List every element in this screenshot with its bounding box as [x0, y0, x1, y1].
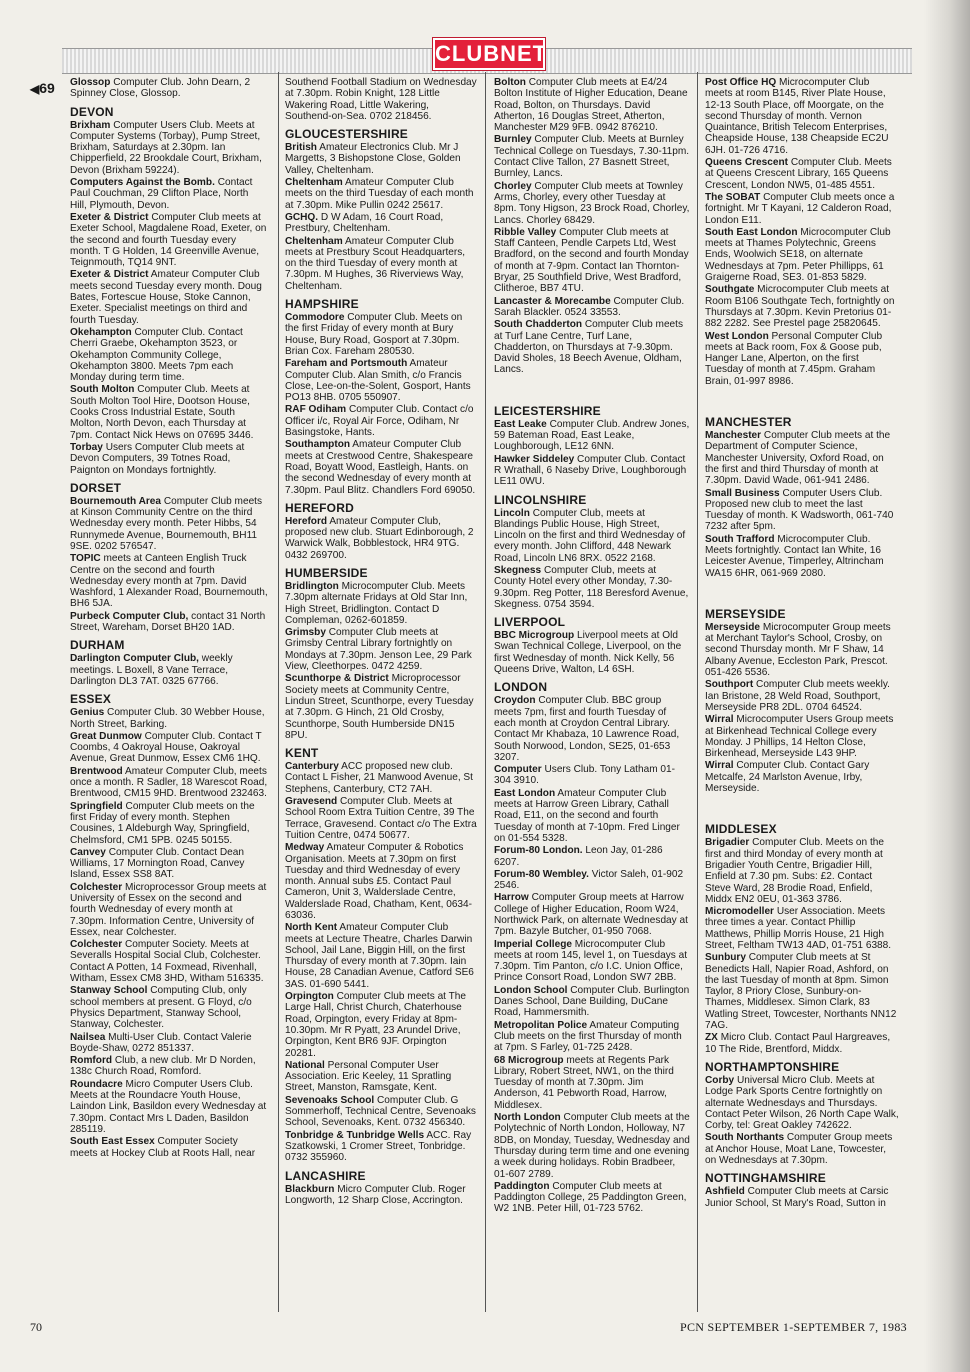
club-name: South East London — [705, 226, 798, 238]
club-details: Amateur Computer Club, meets once a month. R Sadler, 18 Warescot Road, Brentwood, CM15 9HD. Brentwood 232463. — [70, 765, 268, 800]
club-entry — [70, 801, 268, 846]
club-name: Colchester — [70, 881, 123, 893]
club-name: Tonbridge & Tunbridge Wells — [285, 1129, 425, 1141]
region-heading: LIVERPOOL — [494, 615, 566, 630]
club-entry — [285, 922, 477, 990]
club-details: Computer Club. Meets on the first Friday of every month at Bury House, Bury Road, Gosport at 7.30pm. Brian Cox. Fareham 280530. — [285, 312, 463, 357]
club-details: Computer Club meets at Staff Canteen, Pendle Carpets Ltd, West Bradford, on the second and fourth Monday of month at 7-9pm. Contact Ian Thornton-Bryar, 25 Southfield Drive, West Bradford, Clitheroe, BB7 4TU. — [494, 226, 689, 295]
club-entry — [494, 508, 690, 564]
club-details: Victor Saleh, 01-902 2546. — [494, 868, 684, 892]
club-name: Lincoln — [494, 507, 530, 519]
club-name: Exeter & District — [70, 211, 149, 223]
club-details: Computer Club. Contact Cherri Graebe, Okehampton 3523, or Okehampton Community College, Okehampton 3800. Meets 7pm each Monday during term time. — [70, 326, 243, 384]
club-details: Liverpool meets at Old Swan Technical College, Liverpool, on the first Wednesday of month. Nick Kelly, 56 Queens Drive, Walton, L4 6SH. — [494, 630, 682, 676]
club-details: Microcomputer Group meets at Merchant Taylor's School, Crosby, on second Thursday month. Mr F Shaw, 14 Albany Avenue, Eccleston Park, Prescot. 051-426 5536. — [705, 621, 891, 679]
club-name: Colchester — [70, 939, 123, 951]
club-details: Multi-User Club. Contact Valerie Boyde-Shaw, 0272 851337. — [70, 1031, 252, 1054]
club-name: Harrow — [494, 892, 529, 904]
club-name: Southgate — [705, 284, 755, 296]
club-name: Ashfield — [705, 1186, 745, 1198]
club-entry — [494, 1181, 690, 1215]
club-entry — [705, 534, 899, 579]
club-name: North Kent — [285, 922, 338, 934]
club-entry — [285, 358, 477, 403]
club-entry — [494, 764, 690, 787]
club-details: Micro Computer Users Club. Meets at the Roundacre Youth House, Laindon Link, Basildon every Wednesday at 7.30pm. Contact Mrs L Daden, Basildon 285119. — [70, 1078, 267, 1135]
region-heading: LANCASHIRE — [285, 1168, 366, 1183]
club-details: Microcomputer Club meets at Thames Polytechnic, Greens Ends, Woolwich SE18, on alternate Wednesdays at 7pm. Peter Phillipps, 61 Graigerne Road, SE3. 01-853 5829. — [705, 226, 891, 284]
club-name: Roundacre — [70, 1078, 123, 1090]
club-entry — [70, 731, 268, 765]
club-details: Universal Micro Club. Meets at Lodge Park Sports Centre fortnightly on alternate Wednesdays and Thursdays. Contact Peter Wilson, 26 North Cape Walk, Corby, tel: Great Oakley 742622. — [705, 1074, 899, 1132]
club-name: Torbay — [70, 441, 103, 453]
club-details: Amateur Computer Club meets at Prestbury Scout Headquarters, on the third Tuesday of every month at 7.30pm. M Hughes, 36 Riverviews Way, Cheltenham. — [285, 235, 466, 292]
club-name: Exeter & District — [70, 269, 149, 281]
club-entry — [705, 679, 899, 713]
club-name: East Leake — [494, 418, 547, 430]
column-rule — [278, 72, 279, 1312]
club-details: Personal Computer Club meets at Back room, Fox & Goose pub, Hanger Lane, Alperton, on the first Tuesday of month at 7.45pm. Graham Brain, 01-997 8986. — [705, 330, 883, 387]
club-name: Skegness — [494, 564, 542, 576]
club-name: GCHQ. — [285, 211, 319, 223]
club-entry — [285, 142, 477, 176]
club-details: Computer Club meets at Kinson Community Centre on the third Wednesday every month. Peter Hibbs, 54 Runnymede Avenue, Bournemouth, BH11 9SE. 0202 576547. — [70, 495, 263, 552]
region-heading: ESSEX — [70, 692, 112, 707]
club-details: meets at Canteen English Truck Centre on the second and fourth Wednesday every month at 7pm. David Washford, 1 Alexander Road, Bournemouth, BH6 5JA. — [70, 553, 268, 610]
club-entry — [70, 1032, 268, 1055]
club-name: Brigadier — [705, 837, 750, 849]
club-details: Computer Club. Meets on the first and third Monday of every month at Brigadier Youth Centre, Brigadier Hill, Enfield at 7.30 pm. Subs: £2. Contact Steve Ward, 28 Brodie Road, Enfield, Middx EN2 0EU, 01-363 3786. — [705, 837, 884, 905]
club-entry — [285, 1060, 477, 1094]
left-arrow-icon: ◀ — [30, 82, 40, 96]
club-name: Merseyside — [705, 621, 760, 633]
club-name: South Northants — [705, 1132, 785, 1144]
club-details: Computer Club meets once a fortnight. Mr T Kayani, 12 Calderon Road, London E11. — [705, 191, 895, 226]
club-entry — [70, 766, 268, 800]
club-entry — [70, 77, 268, 100]
club-entry — [70, 611, 268, 634]
club-details: Amateur Computer Club meets on the third Tuesday of each month at 7.30pm. Mike Pullin 0242 25617. — [285, 177, 474, 211]
club-entry — [70, 1079, 268, 1135]
club-entry — [705, 192, 899, 226]
club-name: Gravesend — [285, 796, 338, 808]
club-entry — [285, 627, 477, 672]
club-details: Computer Club meets at Townley Arms, Chorley, every other Tuesday at 8pm. Tony Higson, 23 Brock Road, Chorley, Lancs. Chorley 68429. — [494, 180, 690, 226]
club-name: Glossop — [70, 77, 111, 88]
club-name: Wirral — [705, 714, 734, 726]
club-entry — [70, 327, 268, 383]
club-entry — [494, 630, 690, 675]
region-heading: LEICESTERSHIRE — [494, 403, 601, 418]
club-details: Personal Computer User Association. Eric Keeley, 11 Spratling Street, Manston, Ramsgate, Kent. — [285, 1059, 452, 1094]
club-entry — [70, 882, 268, 938]
club-details: Amateur Electronics Club. Mr J Margetts, 3 Bishopstone Close, Golden Valley, Cheltenham. — [285, 142, 461, 176]
region-heading: DEVON — [70, 104, 114, 119]
club-name: Wirral — [705, 760, 734, 772]
club-name: Imperial College — [494, 938, 572, 950]
club-details: Computer Group meets at Harrow College of Higher Education, Room W24, Northwick Park, on alternate Wednesday at 7pm. Bazyle Butcher, 01-950 7068. — [494, 892, 688, 938]
club-entry — [705, 157, 899, 191]
club-details: Microprocessor Society meets at Community Centre, Lindun Street, Scunthorpe, every Tuesday at 7.30pm. G Hinch, 21 Old Crosby, Scunthorpe, South Humberside DN15 8PU. — [285, 673, 474, 741]
club-entry — [494, 134, 690, 179]
club-name: Queens Crescent — [705, 157, 789, 169]
column-rule — [697, 72, 698, 1312]
club-entry — [285, 1184, 477, 1207]
club-name: Canvey — [70, 846, 106, 858]
club-entry — [705, 1132, 899, 1166]
club-details: Computer Club. Sarah Blackler. 0524 33553. — [494, 295, 685, 318]
club-entry — [705, 430, 899, 486]
club-name: Grimsby — [285, 627, 326, 639]
club-name: Sevenoaks School — [285, 1094, 375, 1106]
club-name: Bournemouth Area — [70, 495, 162, 507]
club-name: Small Business — [705, 487, 780, 499]
continued-from-page: 69 — [39, 80, 55, 96]
club-details: Computer Society. Meets at Severalls Hospital Social Club, Colchester. Contact A Potten, 14 Foxmead, Rivenhall, Witham, Essex CM8 3HD, Witham 516335. — [70, 939, 264, 985]
club-entry — [70, 847, 268, 881]
club-details: ACC proposed new club. Contact L Fisher, 21 Manwood Avenue, St Stephens, Canterbury, CT2 7AH. — [285, 761, 473, 795]
club-entry — [494, 892, 690, 937]
club-name: Commodore — [285, 312, 345, 324]
club-entry — [494, 985, 690, 1019]
club-entry — [494, 181, 690, 226]
club-entry — [70, 985, 268, 1030]
club-entry — [70, 707, 268, 730]
region-heading: HEREFORD — [285, 500, 354, 515]
club-entry — [285, 312, 477, 357]
club-name: The SOBAT — [705, 191, 761, 203]
club-entry — [494, 695, 690, 763]
club-name: Purbeck Computer Club, — [70, 610, 189, 622]
club-entry — [70, 496, 268, 552]
page-number: 70 — [30, 1320, 42, 1334]
club-name: Brentwood — [70, 765, 123, 777]
club-name: Hereford — [285, 515, 328, 527]
club-name: East London — [494, 787, 556, 799]
club-details: Computer Club meets at The Large Hall, Christ Church, Chaterhouse Road, Orpington, every Friday at 8pm-10.30pm. Mr R Pyatt, 23 Arundel Drive, Orpington, Kent BR6 9JF. Orpington 20281. — [285, 991, 467, 1059]
club-entry — [494, 788, 690, 844]
club-details: Amateur Computer & Robotics Organisation. Meets at 7.30pm on first Tuesday and third Wednesday of every month. Annual subs £5. Contact Paul Cameron, Unit 3, Walderslade Centre, Walderslade Road, Chatham, Kent, 0634-63036. — [285, 842, 473, 921]
club-name: British — [285, 142, 317, 154]
club-details: Microprocessor Group meets at University of Essex on the second and fourth Wednesday of every month at 7.30pm. Information Centre, University of Essex, near Colchester. — [70, 881, 267, 938]
club-details: contact 31 North Street, Wareham, Dorset BH20 1AD. — [70, 610, 266, 634]
club-entry — [705, 1075, 899, 1131]
club-name: Blackburn — [285, 1183, 335, 1195]
club-details: Microcomputer Club meets at room 145, level 1, on Tuesdays at 7.30pm. Tim Panton, c/o I.C. Union Office, Prince Consort Road, London SW7 2BB. — [494, 938, 688, 984]
club-entry — [494, 939, 690, 984]
club-name: Computers Against the Bomb. — [70, 177, 215, 189]
club-entry — [285, 1130, 477, 1164]
club-details: Amateur Computer Club, proposed new club. Stuart Edinborough, 2 Warwick Walk, Bobblestock, HR4 9TG. 0432 269700. — [285, 515, 474, 561]
club-details: Users Computer Club meets at Devon Computers, 39 Totnes Road, Paignton on Mondays fortnightly. — [70, 441, 245, 476]
club-details: Computer Users Club. Proposed new club to meet the last Tuesday of month. K Wadsworth, 061-740 7232 after 5pm. — [705, 487, 894, 533]
club-details: Computer Club meets at Paddington College, 25 Paddington Green, W2 1NB. Peter Hill, 01-723 5762. — [494, 1180, 687, 1215]
club-entry — [285, 212, 477, 235]
club-name: Croydon — [494, 695, 536, 707]
club-details: Amateur Computer Club meets at Harrow Green Library, Cathall Road, E11, on the second and fourth Tuesday of month at 7-10pm. Fred Linger on 01-554 5328. — [494, 787, 680, 844]
column-4 — [705, 77, 899, 1310]
club-name: Computer — [494, 764, 542, 776]
club-entry — [494, 296, 690, 319]
club-details: Microcomputer Club. Meets fortnightly. Contact Ian White, 16 Leicester Avenue, Timperley, Altrincham WA15 6HR, 061-969 2080. — [705, 533, 884, 579]
club-details: Computer Club, meets at Blandings Public House, High Street, Lincoln on the first and third Wednesday of every month. John Clifford, 448 Newark Road, Lincoln LN6 8RX. 0522 2168. — [494, 507, 686, 564]
club-details: Computer Group meets at Anchor House, Moat Lane, Towcester, on Wednesdays at 7.30pm. — [705, 1132, 893, 1167]
club-name: Nailsea — [70, 1031, 106, 1043]
club-name: West London — [705, 330, 769, 342]
club-details: meets at Regents Park Library, Robert Street, NW1, on the third Tuesday of month at 7.30pm. Jim Anderson, 41 Pebworth Road, Harrow, Middlesex. — [494, 1054, 674, 1111]
club-entry — [285, 404, 477, 438]
club-entry — [705, 952, 899, 1031]
club-entry — [285, 1095, 477, 1129]
club-details: Computing Club, only school members at present. G Floyd, c/o Physics Department, Stanway School, Stanway, Colchester. — [70, 985, 252, 1031]
club-details: weekly meetings. L Boxell, 8 Vane Terrace, Darlington DL3 7AT. 0325 67766. — [70, 653, 233, 687]
club-name: National — [285, 1059, 325, 1071]
club-entry — [494, 319, 690, 375]
region-heading: NOTTINGHAMSHIRE — [705, 1171, 826, 1186]
club-name: Bridlington — [285, 580, 339, 592]
club-entry — [494, 1112, 690, 1180]
club-name: Bolton — [494, 77, 526, 88]
club-entry — [494, 869, 690, 892]
club-entry — [705, 760, 899, 794]
club-entry — [70, 212, 268, 268]
club-details: Micro Club. Contact Paul Hargreaves, 10 The Ride, Brentford, Middx. — [705, 1032, 891, 1055]
club-details: Computer Club. Contact T Coombs, 4 Oakroyal House, Oakroyal Avenue, Great Dunmow, Essex CM6 1HQ. — [70, 730, 262, 765]
club-entry — [494, 419, 690, 453]
club-entry — [705, 837, 899, 905]
club-details: Computer Club meets at Carsic Junior School, St Mary's Road, Sutton in — [705, 1186, 889, 1209]
club-details: Computer Users Club. Meets at Computer Systems (Torbay), Pump Street, Brixham, Saturdays at 2.30pm. Ian Chipperfield, 22 Brookdale Court, Brixham, Devon (Brixham 59224). — [70, 119, 262, 176]
club-name: Southampton — [285, 439, 351, 451]
club-name: South East Essex — [70, 1136, 155, 1148]
club-details: Amateur Computer Club meets at Lecture Theatre, Charles Darwin School, Jail Lane, Biggin Hill, on the first Thursday of every month at 7.30pm. Iain House, 28 Canadian Avenue, Catford SE6 3AS. 01-690 5441. — [285, 922, 474, 990]
club-name: North London — [494, 1112, 561, 1124]
club-name: Forum-80 London. — [494, 845, 583, 857]
club-details: Computer Club meets at St Benedicts Hall, Napier Road, Ashford, on the last Tuesday of month at 8pm. Simon Taylor, 8 Priory Close, Sunbury-on-Thames, Middlesex. Simon Clark, 83 Watling Street, Towcester, Northants NN12 7AG. — [705, 952, 897, 1032]
club-name: London School — [494, 984, 568, 996]
club-details: Amateur Computing Club meets on the first Thursday of month at 7pm. S Farley, 01-725 2428. — [494, 1019, 682, 1054]
club-entry — [285, 516, 477, 561]
club-entry — [285, 991, 477, 1059]
column-2 — [285, 77, 477, 1310]
club-name: Great Dunmow — [70, 730, 142, 742]
club-name: Scunthorpe & District — [285, 673, 389, 685]
club-details: Microcomputer Users Group meets at Birkenhead Technical College every Monday. J Phillips, 14 Helton Close, Birkenhead, Merseyside L43 9HP. — [705, 714, 894, 760]
club-details: Computer Club meets at E4/24 Bolton Institute of Higher Education, Deane Road, Bolton, on Thursdays. David Atherton, 16 Douglas Street, Atherton, Manchester M29 9FB. 0942 876210. — [494, 77, 688, 134]
column-rule — [485, 72, 486, 1312]
club-name: Stanway School — [70, 985, 148, 997]
club-entry — [494, 845, 690, 868]
club-details: Computer Club meets at the Department of Computer Science, Manchester University, Oxford Road, on the first and third Thursday of month at 7.30pm. David Wade, 061-941 2486. — [705, 430, 891, 487]
club-details: Computer Club meets at Grimsby Central Library fortnightly on Mondays at 7.30pm. Jenson Lee, 29 Park View, Cleethorpes. 0472 4259. — [285, 627, 472, 673]
club-entry — [705, 906, 899, 951]
region-heading: MIDDLESEX — [705, 822, 777, 837]
club-details: Amateur Computer Club meets second Tuesday every month. Doug Bates, Fortescue House, Stoke Cannon, Exeter. Specialist meetings on third and fourth Tuesday. — [70, 269, 262, 326]
club-entry — [494, 77, 690, 133]
club-details: Computer Club. G Sommerhoff, Technical Centre, Sevenoaks School, Sevenoaks, Kent. 0732 456340. — [285, 1094, 476, 1129]
club-name: Paddington — [494, 1180, 550, 1192]
club-details: Computer Club meets on the first Friday of every month. Stephen Cousines, 1 Aldeburgh Way, Springfield, Chelmsford, CM1 5PB. 0245 50155. — [70, 800, 255, 846]
club-details: Computer Society meets at Hockey Club at Roots Hall, near — [70, 1136, 256, 1159]
club-entry — [494, 227, 690, 295]
club-details: Computer Club meets weekly. Ian Bristone, 28 Weld Road, Southport, Merseyside PR8 2DL. 0704 64524. — [705, 679, 890, 713]
club-details: Computer Club. Burlington Danes School, Dane Building, DuCane Road, Hammersmith. — [494, 984, 690, 1019]
club-details: D W Adam, 16 Court Road, Prestbury, Cheltenham. — [285, 211, 444, 235]
club-name: 68 Microgroup — [494, 1054, 564, 1066]
region-heading: MERSEYSIDE — [705, 606, 786, 621]
club-entry — [705, 488, 899, 533]
club-details: Computer Club meets at the Polytechnic of North London, Holloway, N7 8DB, on Monday, Tuesday, Wednesday and Thursday during term time and one evening a week during holidays. Robin Bradbeer, 01-607 2789. — [494, 1112, 690, 1180]
club-name: Okehampton — [70, 326, 132, 338]
club-details: Amateur Computer Club. Alan Smith, c/o Francis Close, Lee-on-the-Solent, Gosport, Hants PO13 8HB. 0705 550907. — [285, 358, 471, 404]
club-details: Computer Club. Meets at Burnley Technical College on Tuesdays, 7.30-11pm. Contact Clive Tallon, 27 Basnett Street, Burnley, Lancs. — [494, 134, 690, 180]
publication-line: PCN SEPTEMBER 1-SEPTEMBER 7, 1983 — [680, 1320, 907, 1334]
club-entry — [70, 442, 268, 476]
club-details: Microcomputer Club meets at room B145, River Plate House, 12-13 South Place, off Moorgate, on the second Thursday of month. Vernon Quaintance, British Telecom Enterprises, Cheapside House, 138 Cheapside EC2U 6JH. 01-726 4716. — [705, 77, 889, 156]
continued-from-marker — [30, 80, 55, 96]
club-entry — [285, 761, 477, 795]
club-details: Southend Football Stadium on Wednesday at 7.30pm. Robin Knight, 128 Little Wakering Road, Little Wakering, Southend-on-Sea. 0702 218456. — [285, 77, 477, 122]
region-heading: LONDON — [494, 680, 548, 695]
club-entry — [70, 1055, 268, 1078]
club-name: Canterbury — [285, 761, 339, 773]
region-heading: DORSET — [70, 480, 122, 495]
region-heading: GLOUCESTERSHIRE — [285, 127, 409, 142]
club-details: Computer Club. Andrew Jones, 59 Bateman Road, East Leake, Loughborough, LE12 6NN. — [494, 418, 690, 453]
club-name: Medway — [285, 842, 325, 854]
club-entry — [705, 284, 899, 329]
club-name: Corby — [705, 1074, 735, 1086]
club-details: Computer Club. Meets at School Room Extra Tuition Centre, 39 The Terrace, Gravesend. Contact c/o The Extra Tuition Centre, 0474 50677. — [285, 796, 477, 841]
club-entry — [494, 454, 690, 488]
club-entry — [494, 1055, 690, 1111]
club-name: Post Office HQ — [705, 77, 777, 88]
club-details: Micro Computer Club. Roger Longworth, 12 Sharp Close, Accrington. — [285, 1183, 466, 1206]
club-details: Amateur Computer Club meets at Crestwood Centre, Shakespeare Road, Boyatt Wood, Eastleigh, Hants. on the second Wednesday of every month at 7.30pm. Paul Blitz. Chandlers Ford 69050. — [285, 439, 476, 496]
club-entry — [285, 581, 477, 626]
club-details: Computer Club. Meets at South Molton Tool Hire, Dootson House, Cooks Cross Industrial Estate, South Molton, North Devon, each Thursday at 7pm. Contact Nick Hews on 07695 3446. — [70, 384, 254, 441]
club-entry — [285, 439, 477, 495]
club-name: Southport — [705, 679, 754, 691]
club-details: Computer Club. BBC group meets 7pm, first and fourth Tuesday of each month at Croydon Central Library. Contact Mr Khabaza, 10 Lawrence Road, South Norwood, London, SE25, 01-653 3207. — [494, 695, 680, 763]
region-heading: KENT — [285, 746, 319, 761]
club-name: Romford — [70, 1055, 113, 1067]
column-3 — [494, 77, 690, 1310]
club-entry — [70, 120, 268, 176]
club-entry — [70, 553, 268, 609]
column-1 — [70, 77, 268, 1310]
club-name: Hawker Siddeley — [494, 453, 575, 465]
binding-shadow — [924, 0, 970, 1372]
club-name: Burnley — [494, 134, 532, 146]
club-entry — [705, 227, 899, 283]
club-details: Computer Club meets at Exeter School, Magdalene Road, Exeter, on the second and fourth Tuesday every month. T G Holden, 14 Greenville Avenue, Teignmouth, TQ14 9NT. — [70, 211, 267, 269]
club-entry — [494, 565, 690, 610]
club-entry — [705, 77, 899, 156]
region-heading: LINCOLNSHIRE — [494, 492, 587, 507]
club-details: Computer Club. Contact Gary Metcalfe, 24 Marlston Avenue, Irby, Merseyside. — [705, 760, 870, 795]
region-heading: DURHAM — [70, 638, 125, 653]
club-name: Genius — [70, 707, 105, 719]
club-details: Contact Paul Couchman, 29 Clifton Place, North Hill, Plymouth, Devon. — [70, 177, 253, 211]
region-heading: MANCHESTER — [705, 415, 792, 430]
club-entry — [285, 796, 477, 841]
club-details: Computer Club meets at Turf Lane Centre, Turf Lane, Chadderton, on Thursdays at 7-9.30pm. David Sholes, 18 Beech Avenue, Oldham, Lancs. — [494, 319, 684, 376]
club-name: South Trafford — [705, 533, 775, 545]
club-name: South Chadderton — [494, 319, 583, 331]
region-heading: HUMBERSIDE — [285, 565, 368, 580]
club-name: Brixham — [70, 119, 111, 131]
club-name: South Molton — [70, 384, 135, 396]
club-details: Computer Club. 30 Webber House, North Street, Barking. — [70, 707, 265, 730]
club-name: Cheltenham — [285, 177, 343, 189]
page-title: CLUBNET — [433, 38, 545, 70]
club-details: Microcomputer Club meets at Room B106 Southgate Tech, fortnightly on Thursdays at 7.30pm. Kevin Pretorius 01-882 2282. See Prestel page 25820645. — [705, 284, 895, 330]
club-name: Cheltenham — [285, 235, 343, 247]
club-name: Ribble Valley — [494, 226, 557, 238]
club-name: Metropolitan Police — [494, 1019, 588, 1031]
club-details: User Association. Meets three times a year. Contact Phillip Matthews, Phillip Morris House, 21 High Street, Feltham TW13 4AD, 01-751 6388. — [705, 906, 892, 951]
region-heading: NORTHAMPTONSHIRE — [705, 1059, 840, 1074]
club-entry — [285, 177, 477, 211]
club-name: Lancaster & Morecambe — [494, 295, 611, 307]
club-details: Club, a new club. Mr D Norden, 138c Church Road, Romford. — [70, 1055, 256, 1078]
club-name: Orpington — [285, 991, 334, 1003]
club-entry — [70, 269, 268, 325]
club-name: Sunbury — [705, 952, 746, 964]
region-heading: HAMPSHIRE — [285, 297, 359, 312]
club-entry — [705, 331, 899, 387]
club-entry — [494, 1020, 690, 1054]
club-details: Computer Club. Contact c/o Officer i/c, Royal Air Force, Odiham, Nr Basingstoke, Hants. — [285, 404, 474, 439]
club-entry — [70, 653, 268, 687]
club-entry — [70, 177, 268, 211]
club-name: Darlington Computer Club, — [70, 653, 199, 665]
club-details: Computer Club. John Dearn, 2 Spinney Close, Glossop. — [70, 77, 251, 100]
club-entry — [285, 673, 477, 741]
club-details: Computer Club. Contact Dean Williams, 17 Mornington Road, Canvey Island, Essex SS8 8AT. — [70, 846, 245, 881]
club-name: BBC Microgroup — [494, 630, 575, 642]
club-name: Springfield — [70, 800, 123, 812]
club-details: Computer Club, meets at County Hotel every other Monday, 7.30-9.30pm. Reg Potter, 118 Beresford Avenue, Skegness. 0754 3594. — [494, 564, 689, 610]
club-name: RAF Odiham — [285, 404, 347, 416]
club-entry — [705, 622, 899, 678]
club-entry — [285, 236, 477, 292]
club-name: Fareham and Portsmouth — [285, 358, 408, 370]
club-details: Microcomputer Club. Meets 7.30pm alternate Fridays at Old Star Inn, High Street, Bridlington. Contact D Compleman, 0262-601859. — [285, 580, 468, 626]
club-name: TOPIC — [70, 553, 101, 565]
club-name: Micromodeller — [705, 906, 774, 918]
club-entry — [705, 1032, 899, 1055]
club-name: Chorley — [494, 180, 532, 192]
club-entry — [70, 939, 268, 984]
club-entry — [285, 842, 477, 921]
club-name: ZX — [705, 1032, 718, 1044]
club-details: Users Club. Tony Latham 01-304 3910. — [494, 764, 676, 787]
club-details: ACC. Ray Szatkowski, 1 Cromer Street, Tonbridge. 0732 355960. — [285, 1129, 472, 1164]
club-details: Computer Club. Contact R Wrathall, 6 Naseby Drive, Loughborough LE11 0WU. — [494, 453, 687, 488]
club-entry — [705, 1186, 899, 1209]
club-entry — [285, 77, 477, 122]
club-name: Manchester — [705, 430, 762, 442]
club-entry — [705, 714, 899, 759]
club-details: Computer Club. Meets at Queens Crescent Library, 165 Queens Crescent, London NW5, 01-485 4551. — [705, 157, 892, 191]
club-name: Forum-80 Wembley. — [494, 868, 589, 880]
club-entry — [70, 1136, 268, 1159]
club-details: Leon Jay, 01-286 6207. — [494, 845, 663, 868]
club-entry — [70, 384, 268, 440]
